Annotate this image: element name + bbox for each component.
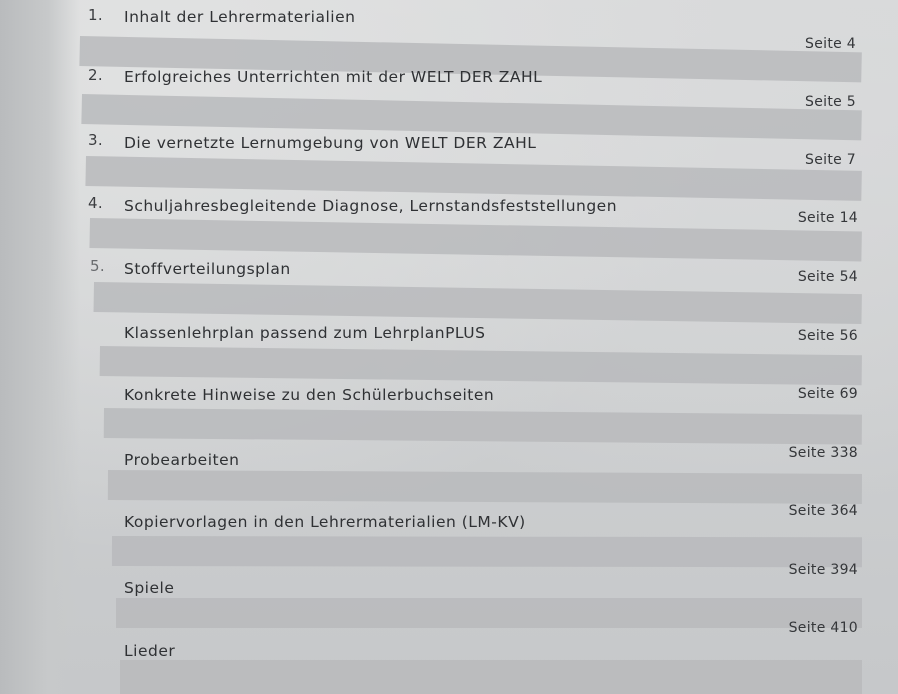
row-band [85,156,861,201]
entry-page: Seite 56 [797,328,858,344]
row-band [108,470,862,504]
entry-number: 5. [90,257,105,275]
entry-title: Kopiervorlagen in den Lehrermaterialien (LM-KV) [124,513,526,531]
row-band [112,536,862,567]
entry-title: Lieder [124,642,176,660]
entry-page: Seite 69 [797,386,858,402]
row-band [89,218,861,261]
entry-page: Seite 4 [805,36,856,52]
entry-page: Seite 54 [797,269,858,285]
entry-number: 4. [88,194,103,212]
entry-number: 1. [88,6,103,24]
entry-number: 2. [88,66,103,84]
row-band [116,598,862,628]
entry-number: 3. [88,131,103,149]
row-band [94,282,862,324]
entry-title: Konkrete Hinweise zu den Schülerbuchseiten [124,386,495,404]
entry-title: Stoffverteilungsplan [124,260,291,278]
entry-page: Seite 394 [788,562,858,578]
entry-page: Seite 338 [788,445,858,461]
row-band [104,408,862,445]
entry-title: Schuljahresbegleitende Diagnose, Lernstandsfeststellungen [124,197,618,215]
entry-title: Klassenlehrplan passend zum LehrplanPLUS [124,324,486,342]
entry-page: Seite 14 [797,210,858,226]
entry-page: Seite 364 [788,503,858,519]
entry-title: Probearbeiten [124,451,240,469]
entry-title: Inhalt der Lehrermaterialien [124,8,356,26]
entry-page: Seite 7 [805,152,856,168]
entry-page: Seite 410 [788,620,858,636]
entry-title: Die vernetzte Lernumgebung von WELT DER ZAHL [124,134,537,152]
entry-page: Seite 5 [805,94,856,110]
row-band [100,346,862,385]
entry-title: Erfolgreiches Unterrichten mit der WELT DER ZAHL [124,68,543,86]
entry-title: Spiele [124,579,175,597]
row-band [120,660,862,694]
